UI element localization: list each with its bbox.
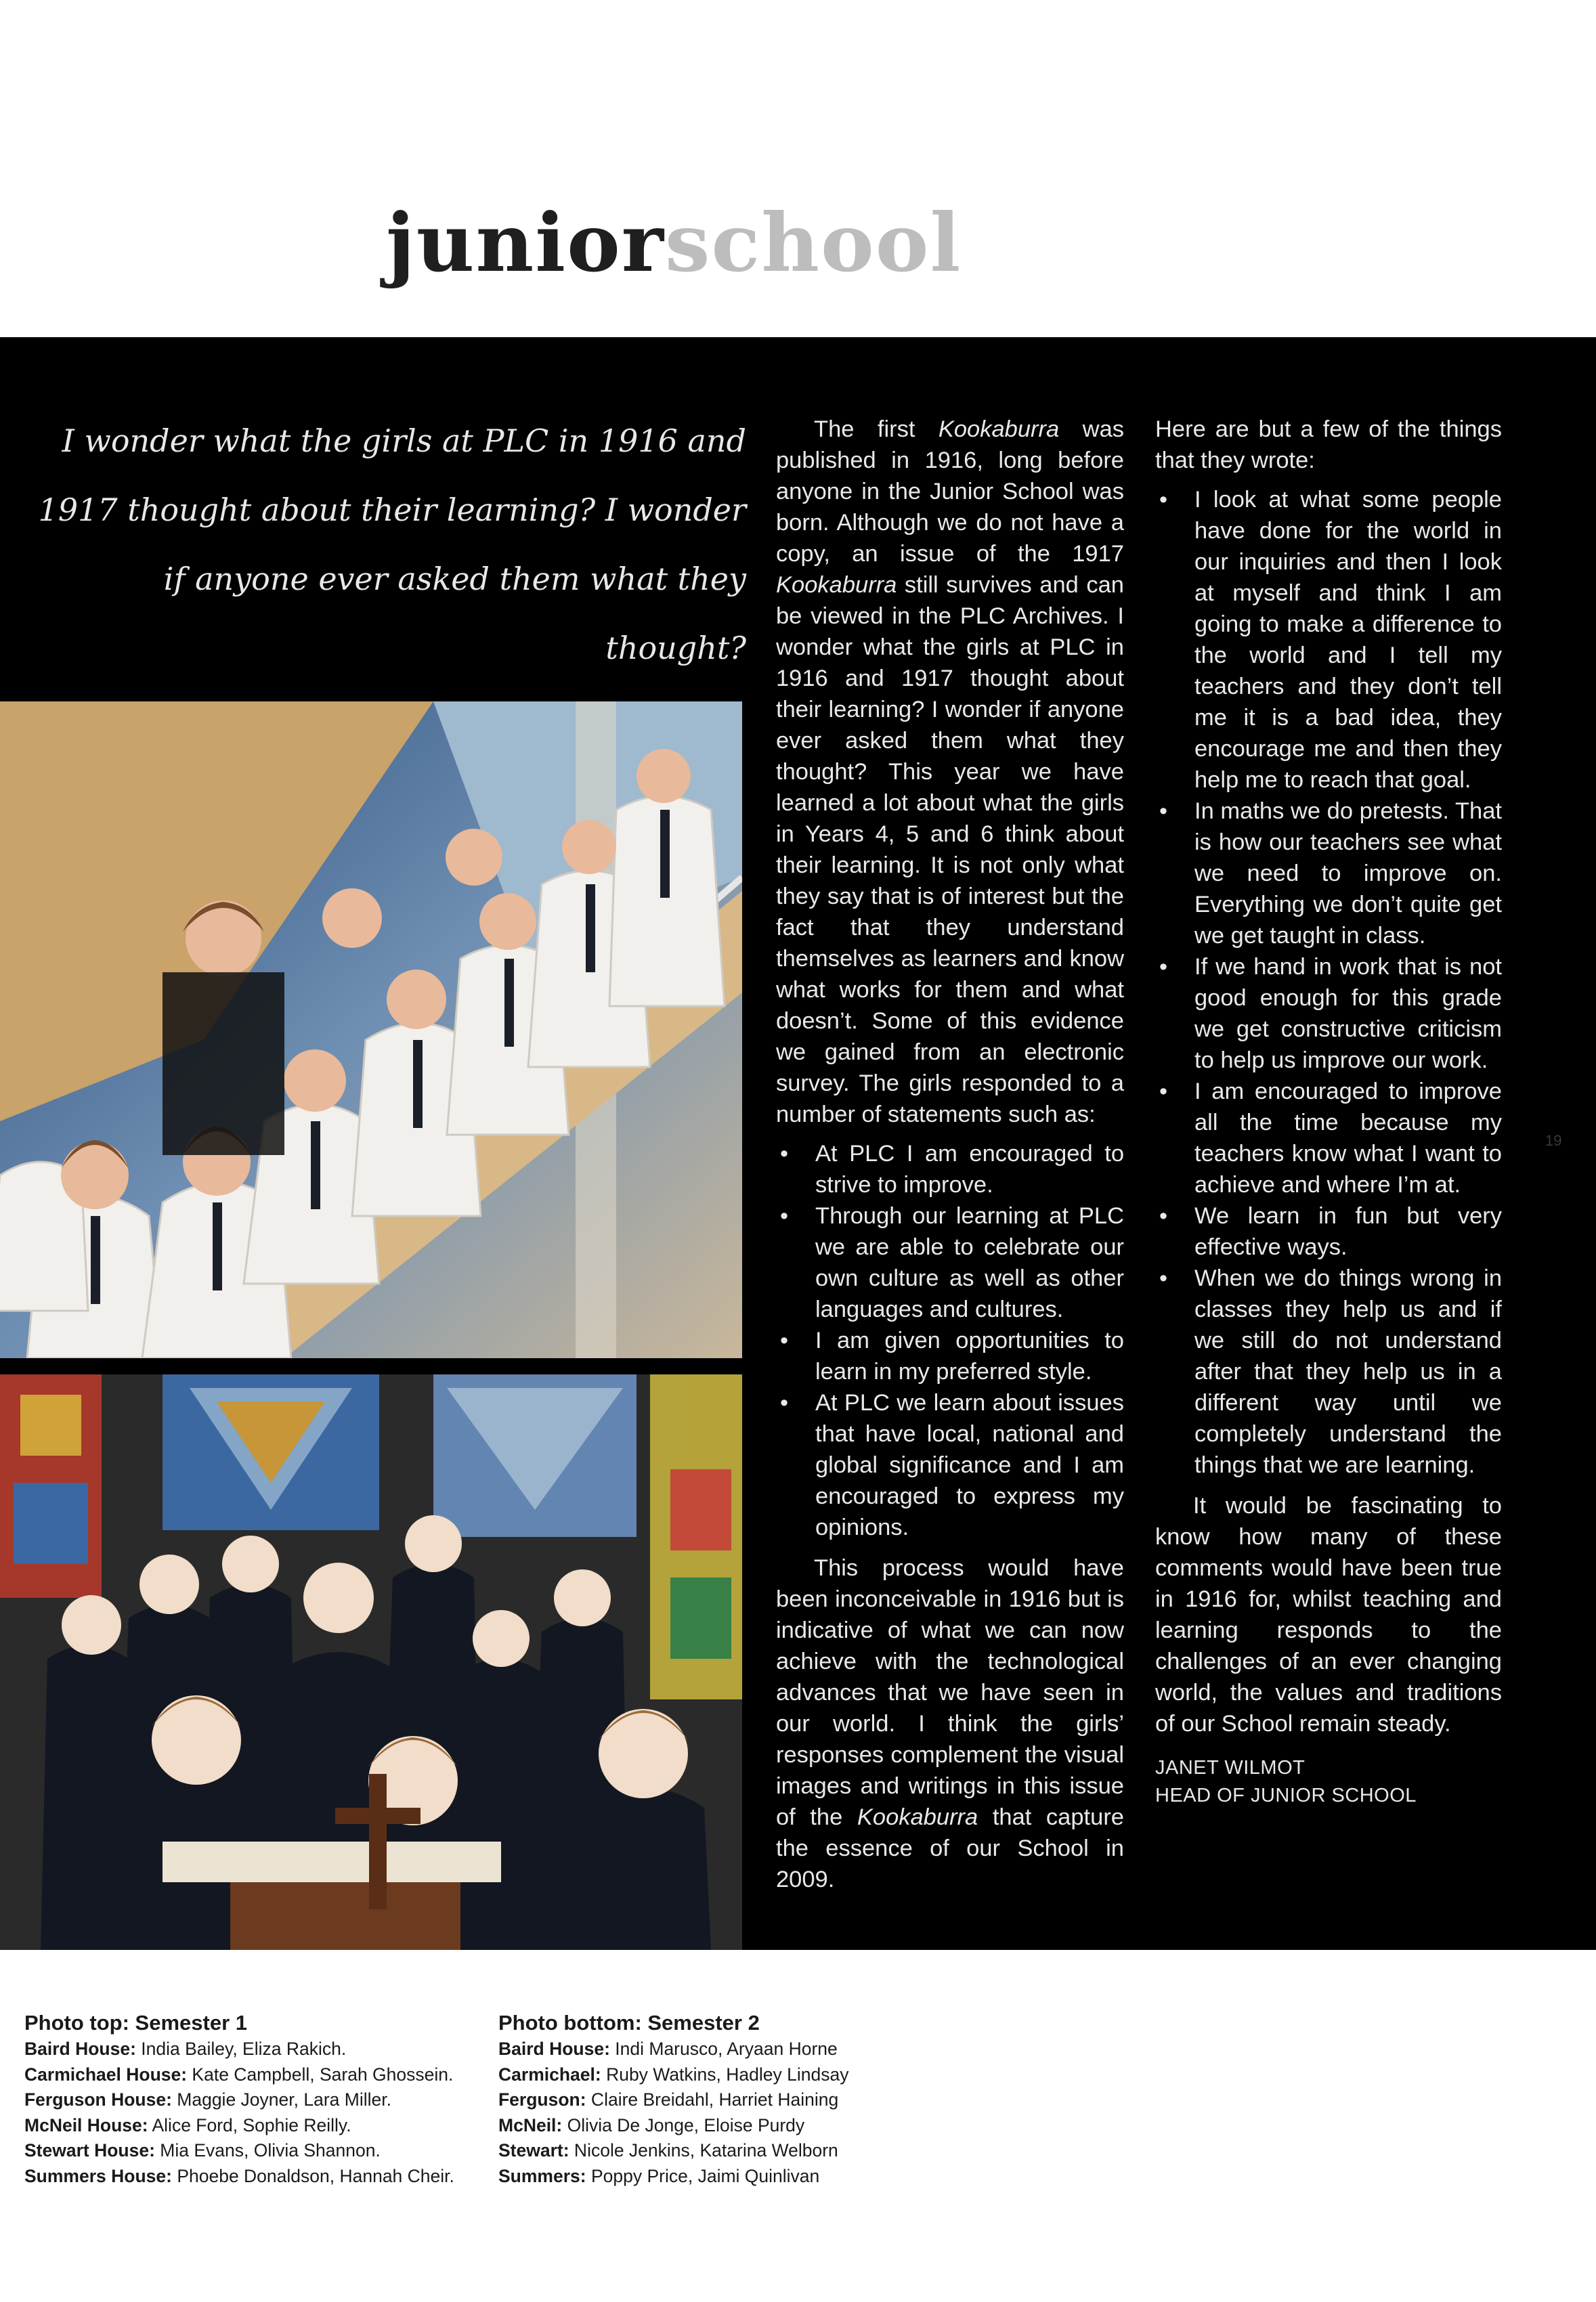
caption-row: Carmichael House: Kate Campbell, Sarah Ghossein. <box>24 2064 454 2085</box>
caption-row: McNeil: Olivia De Jonge, Eloise Purdy <box>498 2114 805 2135</box>
article-column-2 <box>1155 414 1502 1810</box>
caption-row: Ferguson House: Maggie Joyner, Lara Miller. <box>24 2089 391 2110</box>
title-school: school <box>664 196 962 290</box>
article-column-1 <box>776 414 1124 1903</box>
kookaburra-title: Kookaburra <box>857 1804 978 1830</box>
photo-top-semester-1 <box>0 701 742 1358</box>
list-item: • At PLC I am encouraged to strive to improve. <box>776 1138 1124 1200</box>
caption-row: Baird House: Indi Marusco, Aryaan Horne <box>498 2039 838 2059</box>
list-item: • If we hand in work that is not good enough for this grade we get constructive criticism to help us improve our work. <box>1155 951 1502 1076</box>
list-item: • I am given opportunities to learn in my preferred style. <box>776 1325 1124 1387</box>
list-item: • I am encouraged to improve all the time because my teachers know what I want to achieve and where I’m at. <box>1155 1076 1502 1200</box>
list-item: • When we do things wrong in classes they help us and if we still do not understand after that they help us in a different way until we completely understand the things that we are learning. <box>1155 1263 1502 1481</box>
caption-row: Baird House: India Bailey, Eliza Rakich. <box>24 2039 347 2059</box>
list-item: • At PLC we learn about issues that have local, national and global significance and I am encouraged to express my opinions. <box>776 1387 1124 1543</box>
caption-heading: Photo top: Semester 1 <box>24 2011 247 2035</box>
caption-row: Carmichael: Ruby Watkins, Hadley Lindsay <box>498 2064 849 2085</box>
caption-row: Summers: Poppy Price, Jaimi Quinlivan <box>498 2165 820 2186</box>
kookaburra-title: Kookaburra <box>776 572 897 598</box>
list-item: • We learn in fun but very effective ways. <box>1155 1200 1502 1263</box>
caption-photo-top <box>24 2011 471 2189</box>
caption-row: Ferguson: Claire Breidahl, Harriet Haining <box>498 2089 839 2110</box>
page-number: 19 <box>1545 1132 1562 1149</box>
survey-statements-list <box>776 1138 1124 1543</box>
caption-photo-bottom <box>498 2011 945 2189</box>
article-paragraph-3: Here are but a few of the things that they wrote: <box>1155 416 1502 473</box>
article-paragraph-4: It would be fascinating to know how many of these comments would have been true in 1916 for, whilst teaching and learning responds to the challenges of an ever changing world, the values and traditions of our School remain steady. <box>1155 1493 1502 1737</box>
pull-quote: I wonder what the girls at PLC in 1916 and 1917 thought about their learning? I wonder if anyone ever asked them what they thought? <box>38 422 746 666</box>
caption-row: Stewart House: Mia Evans, Olivia Shannon. <box>24 2140 381 2160</box>
list-item: • Through our learning at PLC we are able to celebrate our own culture as well as other languages and cultures. <box>776 1200 1124 1325</box>
caption-row: Summers House: Phoebe Donaldson, Hannah Cheir. <box>24 2165 454 2186</box>
title-junior: junior <box>386 196 665 290</box>
signature-title: HEAD OF JUNIOR SCHOOL <box>1155 1785 1417 1806</box>
kookaburra-title: Kookaburra <box>938 416 1060 442</box>
signature <box>1155 1754 1502 1810</box>
article-paragraph-1: The first Kookaburra was published in 1916, long before anyone in the Junior School was born. Although we do not have a copy, an issue of the 1917 Kookaburra still survives and can be viewed in the PLC Archives. I wonder what the girls at PLC in 1916 and 1917 thought about their learning? I wonder if anyone ever asked them what they thought? This year we have learned a lot about what the girls in Years 4, 5 and 6 think about their learning. It is not only what they say that is of interest but the fact that they understand themselves as learners and know what works for them and what doesn’t. Some of this evidence we gained from an electronic survey. The girls responded to a number of statements such as: <box>776 416 1124 1127</box>
caption-row: McNeil House: Alice Ford, Sophie Reilly. <box>24 2114 351 2135</box>
photo-bottom-semester-2 <box>0 1374 742 1950</box>
caption-heading: Photo bottom: Semester 2 <box>498 2011 760 2035</box>
list-item: • In maths we do pretests. That is how our teachers see what we need to improve on. Everything we don’t quite get we get taught in class. <box>1155 796 1502 951</box>
section-title <box>386 196 962 290</box>
caption-row: Stewart: Nicole Jenkins, Katarina Welborn <box>498 2140 838 2160</box>
list-item: • I look at what some people have done for the world in our inquiries and then I look at myself and think I am going to make a difference to the world and I tell my teachers and they don’t tell me it is a bad idea, they encourage me and then they help me to reach that goal. <box>1155 484 1502 796</box>
article-paragraph-2: This process would have been inconceivable in 1916 but is indicative of what we can now achieve with the technological advances that we have seen in our world. I think the girls’ responses complement the visual images and writings in this issue of the Kookaburra that capture the essence of our School in 2009. <box>776 1555 1124 1892</box>
student-comments-list <box>1155 484 1502 1481</box>
signature-name: JANET WILMOT <box>1155 1757 1306 1779</box>
